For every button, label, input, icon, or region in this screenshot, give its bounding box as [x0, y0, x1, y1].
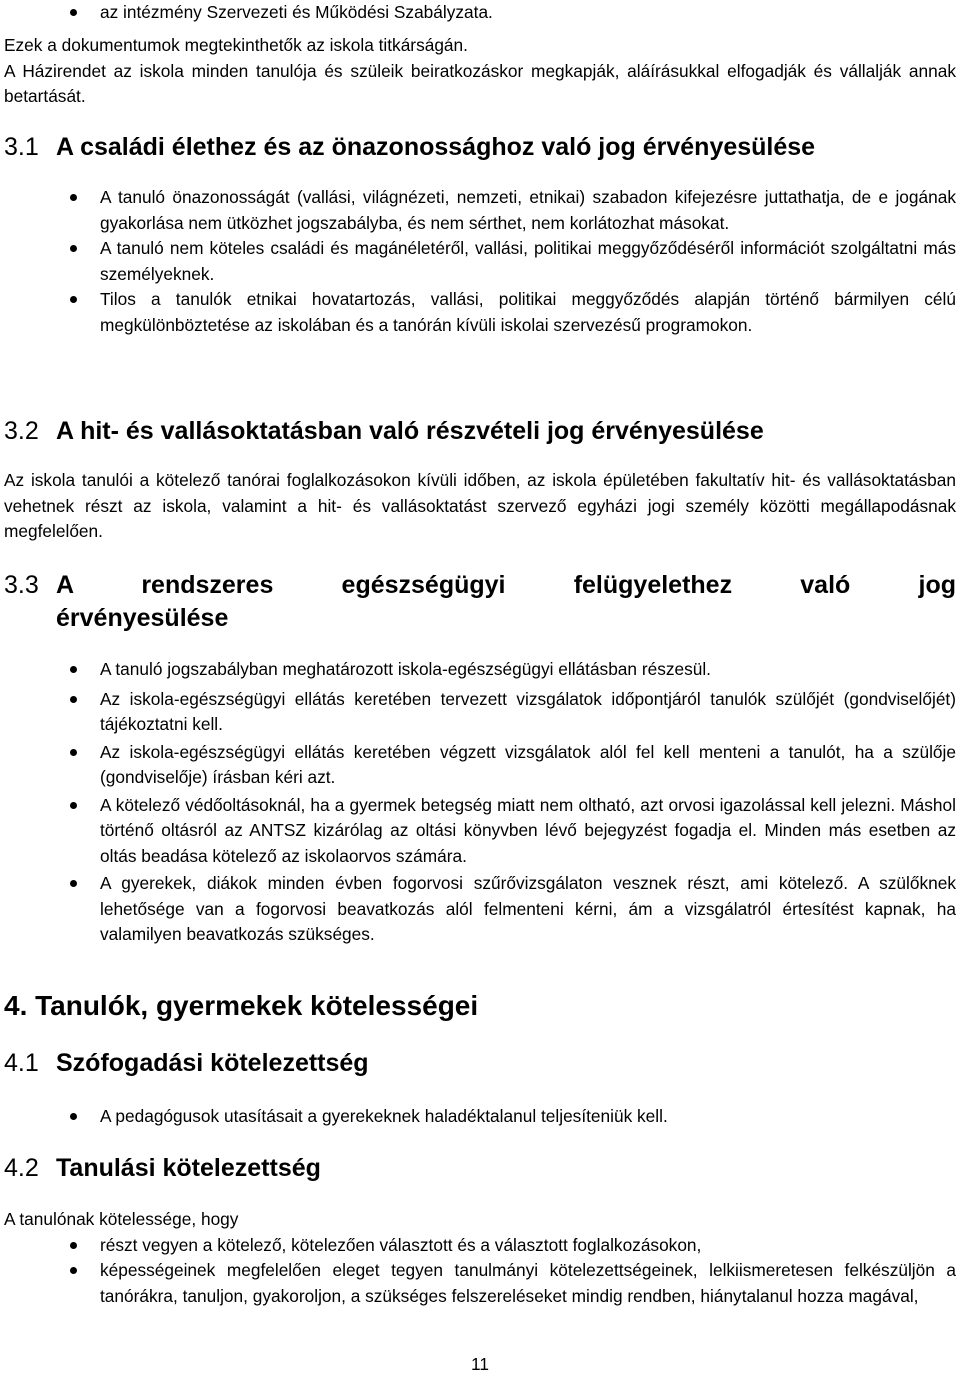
section-4-2-body [4, 1207, 956, 1309]
section-heading-3-3 [4, 569, 956, 601]
section-3-3-list [4, 657, 956, 948]
section-heading-3-3-cont [4, 602, 956, 634]
section-number: 4.1 [4, 1049, 39, 1077]
section-title-line2: érvényesülése [56, 604, 229, 632]
list-item: képességeinek megfelelően eleget tegyen tanulmányi kötelezettségeinek, lelkiismeretesen felkészüljön a tanórákra, tanuljon, gyakoroljon, a szükséges felszereléseket mindig rendben, hiánytalanul hozza magával, [4, 1258, 956, 1309]
section-heading-3-2 [4, 415, 956, 447]
intro-paragraph [4, 33, 956, 110]
list-item: Tilos a tanulók etnikai hovatartozás, vallási, politikai meggyőződés alapján történő bármilyen célú megkülönböztetése az iskolában és a tanórán kívüli iskolai szervezésű programokon. [4, 287, 956, 338]
section-title-line1: A rendszeres egészségügyi felügyelethez való jog [56, 571, 956, 599]
section-heading-4-1 [4, 1047, 956, 1079]
section-4-1-list [4, 1104, 956, 1130]
intro-bullet-list [4, 0, 956, 26]
list-item: A kötelező védőoltásoknál, ha a gyermek betegség miatt nem oltható, azt orvosi igazolással kell jelezni. Máshol történő oltásról az ANTSZ kizárólag az oltási könyvben lévő bejegyzést fogadja el. Minden más esetben az oltás beadása kötelező az iskolaorvos számára. [4, 793, 956, 870]
section-title: Szófogadási kötelezettség [56, 1049, 369, 1077]
paragraph: Ezek a dokumentumok megtekinthetők az iskola titkárságán. [4, 35, 468, 55]
paragraph: A Házirendet az iskola minden tanulója és szüleik beiratkozáskor megkapják, aláírásukkal elfogadják és vállalják annak betartását. [4, 60, 956, 106]
page-number: 11 [471, 1354, 489, 1374]
list-item: Az iskola-egészségügyi ellátás keretében végzett vizsgálatok alól fel kell menteni a tanulót, ha a szülője (gondviselője) írásban kéri azt. [4, 740, 956, 791]
list-item: az intézmény Szervezeti és Működési Szabályzata. [4, 0, 956, 26]
list-item: A pedagógusok utasításait a gyerekeknek haladéktalanul teljesítеniük kell. [4, 1104, 956, 1130]
chapter-heading-4: 4. Tanulók, gyermekek kötelességei [4, 990, 479, 1021]
list-item: A tanuló nem köteles családi és magánéletéről, vallási, politikai meggyőződéséről információt szolgáltatni más személyeknek. [4, 236, 956, 287]
section-title: A családi élethez és az önazonossághoz való jog érvényesülése [56, 133, 816, 161]
paragraph: A tanulónak kötelessége, hogy [4, 1209, 239, 1229]
section-heading-3-1 [4, 131, 956, 163]
list-item: A gyerekek, diákok minden évben fogorvosi szűrővizsgálaton vesznek részt, ami kötelező. A szülőknek lehetősége van a fogorvosi beavatkozás alól felmenteni kérni, ám a vizsgálatról értesítést kapnak, ha valamilyen beavatkozás szükséges. [4, 871, 956, 948]
list-item: A tanuló önazonosságát (vallási, világnézeti, nemzeti, etnikai) szabadon kifejezésre juttathatja, de e jogának gyakorlása nem ütközhet jogszabályba, és nem sérthet, nem korlátozhat másokat. [4, 185, 956, 236]
section-number: 3.1 [4, 133, 39, 161]
paragraph: Az iskola tanulói a kötelező tanórai foglalkozásokon kívüli időben, az iskola épületében fakultatív hit- és vallásoktatásban vehetnek részt az iskola, valamint a hit- és vallásoktatást szervező egyházi jogi személy közötti megállapodásnak megfelelően. [4, 470, 956, 541]
list-item: A tanuló jogszabályban meghatározott iskola-egészségügyi ellátásban részesül. [4, 657, 956, 683]
list-item: Az iskola-egészségügyi ellátás keretében tervezett vizsgálatok időpontjáról tanulók szülőjét (gondviselőjét) tájékoztatni kell. [4, 687, 956, 738]
section-title: Tanulási kötelezettség [56, 1154, 321, 1182]
section-number: 3.2 [4, 417, 39, 445]
section-3-2-paragraph [4, 468, 956, 545]
section-heading-4-2 [4, 1152, 956, 1184]
section-number: 4.2 [4, 1154, 39, 1182]
section-title: A hit- és vallásoktatásban való részvételi jog érvényesülése [56, 417, 764, 445]
section-3-1-list [4, 185, 956, 338]
list-item: részt vegyen a kötelező, kötelezően választott és a választott foglalkozásokon, [4, 1233, 956, 1259]
section-number: 3.3 [4, 571, 39, 599]
